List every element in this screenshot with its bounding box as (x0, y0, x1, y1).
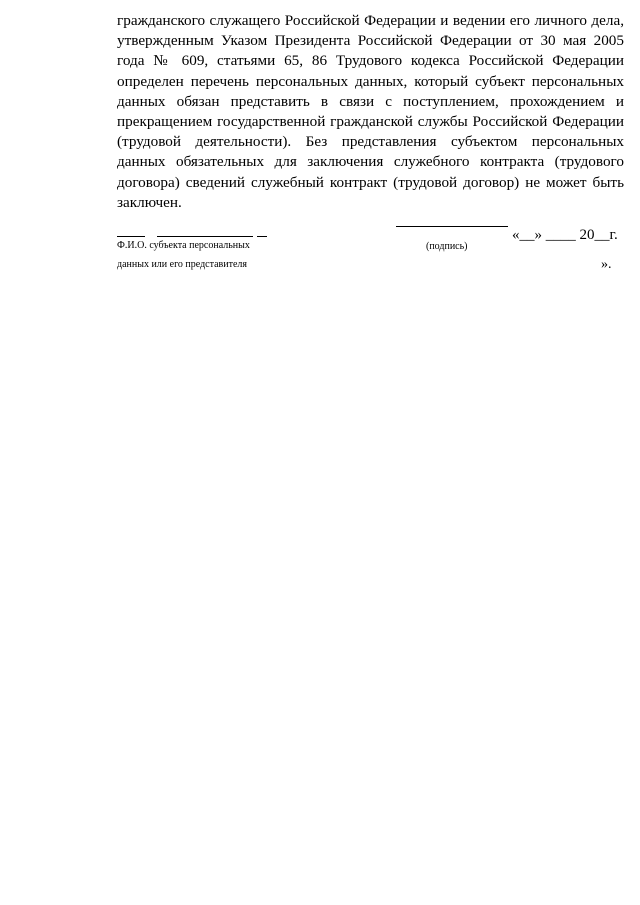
paragraph-line: данных обязательных для заключения служебного контракта (трудового (117, 153, 624, 171)
paragraph-line: гражданского служащего Российской Федерации и ведении его личного дела, (117, 12, 624, 29)
paragraph-line: года № 609, статьями 65, 86 Трудового кодекса Российской Федерации (117, 52, 624, 70)
signature-line (396, 226, 508, 227)
signature-caption: (подпись) (426, 241, 468, 252)
paragraph-line: (трудовой деятельности). Без представления субъектом персональных (117, 133, 624, 151)
paragraph-line: договора) сведений служебный контракт (трудовой договор) не может быть (117, 173, 624, 191)
paragraph-line: заключен. (117, 193, 182, 211)
name-caption-line1: Ф.И.О. субъекта персональных (117, 240, 250, 251)
closing-mark: ». (601, 257, 612, 272)
name-caption-line2: данных или его представителя (117, 259, 248, 270)
consent-paragraph (117, 11, 624, 213)
paragraph-line: определен перечень персональных данных, который субъект персональных (117, 72, 624, 90)
paragraph-line: прекращением государственной гражданской службы Российской Федерации (117, 113, 624, 131)
name-signature-line (117, 225, 267, 239)
date-field: «__» ____ 20__г. (512, 227, 618, 243)
paragraph-line: данных обязан представить в связи с поступлением, прохождением и (117, 92, 624, 110)
paragraph-line: утвержденным Указом Президента Российской Федерации от 30 мая 2005 (117, 32, 624, 50)
